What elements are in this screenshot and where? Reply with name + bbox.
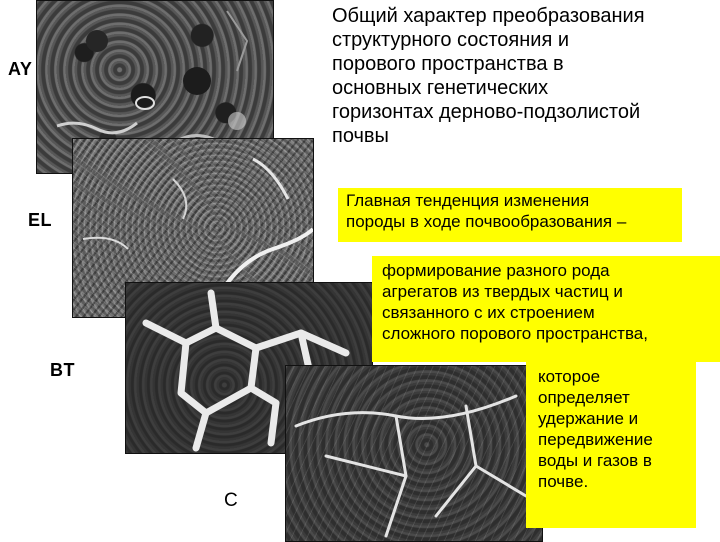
micrograph-c	[285, 365, 543, 542]
horizon-label-ay: AY	[8, 59, 33, 79]
micrograph-c-texture	[286, 366, 542, 541]
horizon-label-c: C	[224, 490, 239, 511]
note-aggregates: формирование разного рода агрегатов из твердых частиц и связанного с их строением сложного порового пространства,	[372, 256, 720, 362]
note-main-tendency: Главная тенденция изменения породы в ходе почвообразования –	[338, 188, 682, 242]
horizon-label-el: EL	[28, 210, 53, 230]
horizon-label-bt: BT	[50, 360, 75, 380]
note-function: которое определяет удержание и передвижение воды и газов в почве.	[526, 358, 696, 528]
slide-title: Общий характер преобразования структурного состояния и порового пространства в основных генетических горизонтах дерново-подзолистой почвы	[332, 5, 645, 147]
